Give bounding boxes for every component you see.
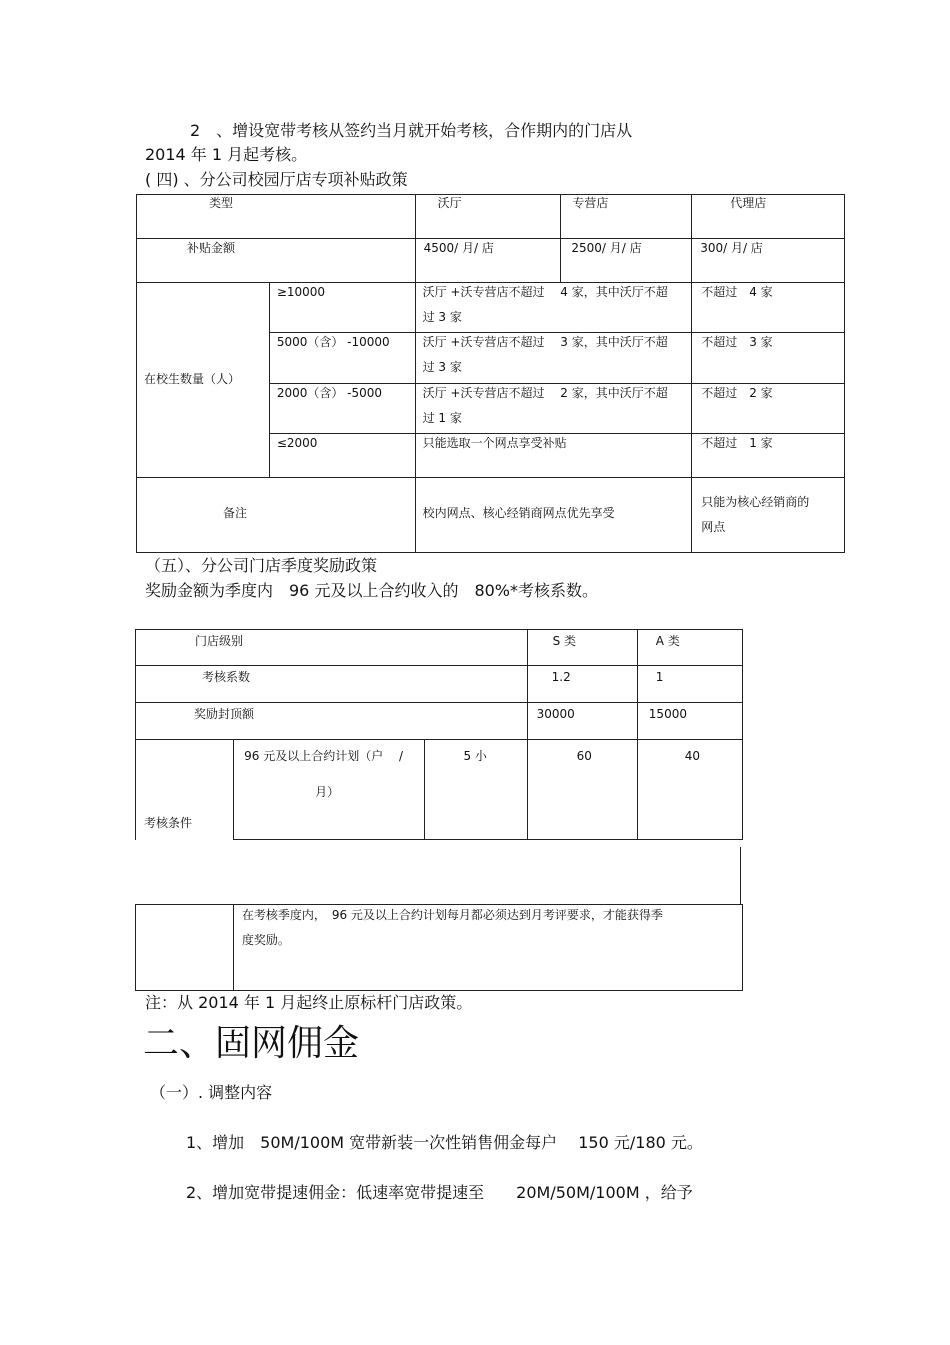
cond-plan-line-1: 96 元及以上合约计划（户 / xyxy=(244,749,404,763)
cap-label: 奖励封顶额 xyxy=(194,707,255,721)
item-2: 2、增加宽带提速佣金：低速率宽带提速至 20M/50M/100M ，给予 xyxy=(186,1183,693,1202)
heading-fixed-network: 二、固网佣金 xyxy=(143,1023,360,1064)
range-3: 2000（含） -5000 xyxy=(276,385,383,400)
rule-3-line-2: 过 1 家 xyxy=(422,410,462,425)
remark-agent-line-1: 只能为核心经销商的 xyxy=(701,495,810,509)
cond-a: 40 xyxy=(684,749,701,763)
agent-4: 不超过 1 家 xyxy=(701,435,773,450)
subsidy-store: 2500/ 月/ 店 xyxy=(571,241,642,255)
reward-note-table xyxy=(135,904,743,991)
cap-s: 30000 xyxy=(536,707,575,721)
cap-a: 15000 xyxy=(648,707,687,721)
cond-s: 60 xyxy=(576,749,592,763)
table-fragment-line xyxy=(740,847,741,904)
section4-title: ( 四) 、分公司校园厅店专项补贴政策 xyxy=(145,170,408,189)
remark-wo-hall: 校内网点、核心经销商网点优先享受 xyxy=(422,506,615,520)
coef-a: 1 xyxy=(655,670,664,684)
header-agent: 代理店 xyxy=(730,196,767,210)
cond-min: 5 小 xyxy=(463,749,487,763)
range-2: 5000（含） -10000 xyxy=(276,335,390,350)
subsidy-label: 补贴金额 xyxy=(187,241,236,255)
header-wo-hall: 沃厅 xyxy=(437,196,462,210)
remark-label: 备注 xyxy=(223,506,248,520)
rule-3-line-1: 沃厅 +沃专营店不超过 2 家，其中沃厅不超 xyxy=(422,385,668,400)
cond-note-line-1: 在考核季度内， 96 元及以上合约计划每月都必须达到月考评要求，才能获得季 xyxy=(241,908,663,922)
header-level: 门店级别 xyxy=(195,634,244,648)
rule-2-line-2: 过 3 家 xyxy=(422,360,462,375)
header-s: S 类 xyxy=(552,634,577,648)
coef-s: 1.2 xyxy=(551,670,571,684)
range-1: ≥10000 xyxy=(276,285,326,299)
item-1: 1、增加 50M/100M 宽带新装一次性销售佣金每户 150 元/180 元。 xyxy=(186,1133,703,1152)
subsidy-table xyxy=(136,194,845,553)
cond-label: 考核条件 xyxy=(144,816,193,830)
rule-1-line-1: 沃厅 +沃专营店不超过 4 家，其中沃厅不超 xyxy=(422,285,668,299)
remark-agent-line-2: 网点 xyxy=(701,520,726,534)
header-type: 类型 xyxy=(209,196,234,210)
footnote: 注：从 2014 年 1 月起终止原标杆门店政策。 xyxy=(145,993,473,1012)
rule-4-line-1: 只能选取一个网点享受补贴 xyxy=(422,435,567,450)
range-4: ≤2000 xyxy=(276,435,318,450)
agent-2: 不超过 3 家 xyxy=(701,335,773,350)
reward-table xyxy=(135,629,743,840)
agent-1: 不超过 4 家 xyxy=(701,285,773,299)
agent-3: 不超过 2 家 xyxy=(701,385,773,400)
intro-line-1: 2 、增设宽带考核从签约当月就开始考核，合作期内的门店从 xyxy=(190,121,633,140)
cond-note-line-2: 度奖励。 xyxy=(241,933,290,947)
section5-title: （五）、分公司门店季度奖励政策 xyxy=(145,556,378,575)
subheading-adjustment: （一）. 调整内容 xyxy=(150,1083,273,1102)
cond-plan-line-2: 月） xyxy=(315,785,340,799)
rule-2-line-1: 沃厅 +沃专营店不超过 3 家，其中沃厅不超 xyxy=(422,335,668,350)
section5-desc: 奖励金额为季度内 96 元及以上合约收入的 80%*考核系数。 xyxy=(145,581,599,600)
subsidy-agent: 300/ 月/ 店 xyxy=(700,241,763,255)
intro-line-2: 2014 年 1 月起考核。 xyxy=(145,145,308,164)
students-label: 在校生数量（人） xyxy=(144,372,241,386)
header-a: A 类 xyxy=(655,634,680,648)
header-store: 专营店 xyxy=(572,196,609,210)
coef-label: 考核系数 xyxy=(202,670,251,684)
rule-1-line-2: 过 3 家 xyxy=(422,310,462,324)
subsidy-wo-hall: 4500/ 月/ 店 xyxy=(423,241,494,255)
